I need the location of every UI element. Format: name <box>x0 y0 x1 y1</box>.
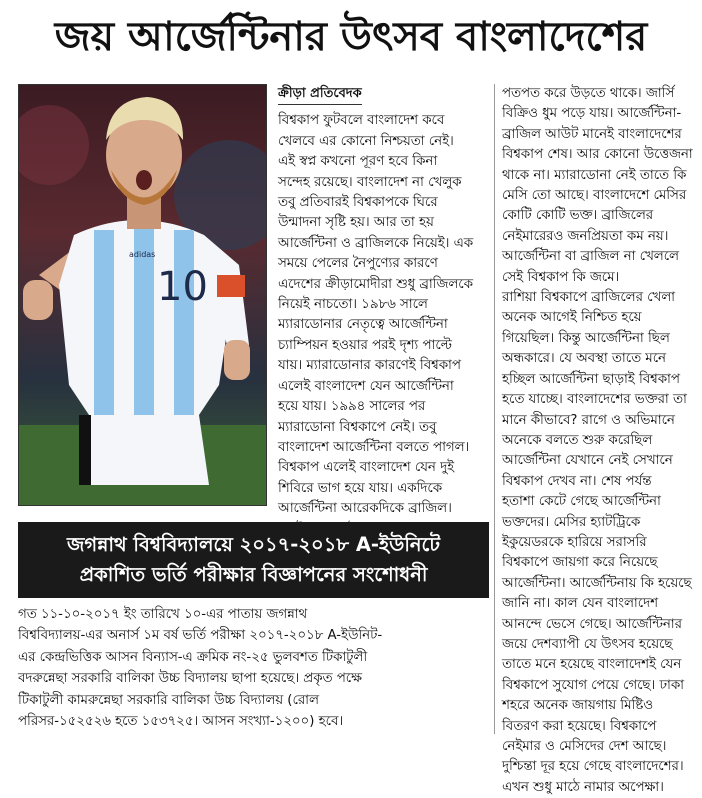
notice-line: টিকাটুলী কামরুন্নেছা সরকারি বালিকা উচ্চ বিদ্যালয় (রোল <box>18 692 319 708</box>
text-line: বিক্রিও ধুম পড়ে যায়। আর্জেন্টিনা- <box>502 106 682 122</box>
text-line: পতপত করে উড়তে থাকে। জার্সি <box>502 86 675 101</box>
text-line: হচ্ছিল আর্জেন্টিনা ছাড়াই বিশ্বকাপ <box>502 371 680 387</box>
text-line: এই স্বপ্ন কখনো পূরণ হবে কিনা <box>278 154 438 170</box>
text-line: অন্ধকারে। যে অবস্থা তাতে মনে <box>502 351 666 367</box>
text-line: জয়ে দেশব্যাপী যে উৎসব হয়েছে <box>502 636 673 652</box>
text-line: চ্যাম্পিয়ন হওয়ার পরই দৃশ্য পাল্টে <box>278 337 452 353</box>
text-line: সেই বিশ্বকাপ কি জমে। <box>502 269 620 285</box>
text-line: আর্জেন্টিনা যেখানে নেই সেখানে <box>502 453 673 469</box>
text-line: থাকে না। ম্যারাডোনা নেই তাতে কি <box>502 167 687 183</box>
text-line: ম্যারাডোনার নেতৃত্বে আর্জেন্টিনা <box>278 317 448 333</box>
notice-title-line-2: প্রকাশিত ভর্তি পরীক্ষার বিজ্ঞাপনের সংশোধনী <box>79 563 428 586</box>
text-line: ব্রাজিল আউট মানেই বাংলাদেশের <box>502 126 682 142</box>
column-1-text <box>278 111 490 540</box>
text-line: এখন শুধু মাঠে নামার অপেক্ষা। <box>502 779 664 795</box>
headline: জয় আর্জেন্টিনার উৎসব বাংলাদেশের <box>54 13 648 60</box>
notice-body <box>18 604 489 732</box>
text-line: কোটি কোটি ভক্ত। ব্রাজিলের <box>502 208 654 224</box>
text-line: রাশিয়া বিশ্বকাপে ব্রাজিলের খেলা <box>502 290 676 306</box>
notice-line: গত ১১-১০-২০১৭ ইং তারিখে ১০-এর পাতায় জগন্নাথ <box>18 607 308 622</box>
article-column-1 <box>278 84 490 540</box>
player-illustration <box>19 85 266 505</box>
text-line: এলেই বাংলাদেশ যেন আর্জেন্টিনা <box>278 378 454 394</box>
text-line: উন্মাদনা সৃষ্টি হয়। আর তা হয় <box>278 215 434 231</box>
text-line: সময়ে পেলের নৈপুণ্যের কারণে <box>278 256 438 272</box>
text-line: আর্জেন্টিনা। আর্জেন্টিনায় কি হয়েছে <box>502 575 692 591</box>
byline: ক্রীড়া প্রতিবেদক <box>278 84 362 105</box>
text-line: মানে কীভাবে? রাগে ও অভিমানে <box>502 412 675 428</box>
text-line: তাতে মনে হয়েছে বাংলাদেশই যেন <box>502 657 682 673</box>
text-line: বিশ্বকাপে সুযোগ পেয়ে গেছে। ঢাকা <box>502 677 684 693</box>
text-line: এদেশের ক্রীড়ামোদীরা শুধু ব্রাজিলকে <box>278 276 473 292</box>
text-line: গিয়েছিল। কিন্তু আর্জেন্টিনা ছিল <box>502 330 670 346</box>
text-line: বিশ্বকাপে জায়গা করে নিয়েছে <box>502 555 658 571</box>
text-line: দুশ্চিন্তা দূর হয়ে গেছে বাংলাদেশের। <box>502 759 684 775</box>
text-line: ভক্তদের। মেসির হ্যাটট্রিকে <box>502 514 641 530</box>
player-photo <box>18 84 267 506</box>
text-line: নেইমারেরও জনপ্রিয়তা কম নয়। <box>502 228 669 244</box>
text-line: অনেকে বলতে শুরু করেছিল <box>502 432 653 448</box>
text-line: ইকুয়েডরকে হারিয়ে সরাসরি <box>502 534 647 550</box>
text-line: বিশ্বকাপ দেখব না। শেষ পর্যন্ত <box>502 473 652 489</box>
text-line: খেলবে এর কোনো নিশ্চয়তা নেই। <box>278 133 454 149</box>
text-line: জানি না। কাল যেন বাংলাদেশ <box>502 596 658 612</box>
text-line: হয়ে যায়। ১৯৯৪ সালের পর <box>278 399 426 415</box>
text-line: হতে যাচ্ছে। বাংলাদেশের ভক্তরা তা <box>502 392 687 408</box>
column-divider <box>494 84 495 734</box>
notice-line: বিশ্ববিদ্যালয়-এর অনার্স ১ম বর্ষ ভর্তি পরীক্ষা ২০১৭-২০১৮ A-ইউনিট- <box>18 628 383 644</box>
text-line: বিশ্বকাপ ফুটবলে বাংলাদেশ কবে <box>278 113 445 129</box>
jersey-number: 10 <box>157 264 208 310</box>
article-column-2 <box>502 84 692 798</box>
text-line: বিশ্বকাপ শেষ। আর কোনো উত্তেজনা <box>502 147 693 163</box>
notice-line: এর কেন্দ্রভিত্তিক আসন বিন্যাস-এ ক্রমিক নং-২৫ ভুলবশত টিকাটুলী <box>18 649 368 665</box>
text-line: ম্যারাডোনা বিশ্বকাপে নেই। তবু <box>278 419 437 435</box>
text-line: নেইমার ও মেসিদের দেশ আছে। <box>502 739 667 754</box>
text-line: যায়। ম্যারাডোনার কারণেই বিশ্বকাপ <box>278 358 461 374</box>
text-line: হতাশা কেটে গেছে আর্জেন্টিনা <box>502 494 661 510</box>
notice-line: পরিসর-১৫২৫২৬ হতে ১৫৩৭২৫। আসন সংখ্যা-১২০০) হবে। <box>18 714 344 730</box>
text-line: তবু প্রতিবারই বিশ্বকাপকে ঘিরে <box>278 195 438 211</box>
text-line: বিতরণ করা হয়েছে। বিশ্বকাপে <box>502 718 657 734</box>
text-line: আর্জেন্টিনা আরেকদিকে ব্রাজিল। <box>278 501 452 517</box>
notice-title-box <box>18 522 489 598</box>
text-line: শিবিরে ভাগ হয়ে যায়। একদিকে <box>278 480 443 496</box>
jersey-badge: adidas <box>129 250 156 259</box>
text-line: বিশ্বকাপ এলেই বাংলাদেশ যেন দুই <box>278 460 455 476</box>
text-line: অনেক আগেই নিশ্চিত হয়ে <box>502 310 642 326</box>
text-line: বাংলাদেশ আর্জেন্টিনা বলতে পাগল। <box>278 439 470 455</box>
text-line: মেসি তো আছে। বাংলাদেশে মেসির <box>502 188 687 204</box>
text-line: আর্জেন্টিনা বা ব্রাজিল না খেললে <box>502 249 679 265</box>
text-line: সন্দেহ রয়েছে। বাংলাদেশ না খেলুক <box>278 174 462 190</box>
text-line: আনন্দে ভেসে গেছে। আর্জেন্টিনার <box>502 616 682 632</box>
text-line: নিয়েই নাচতো। ১৯৮৬ সালে <box>278 297 428 313</box>
text-line: আর্জেন্টিনা ও ব্রাজিলকে নিয়েই। এক <box>278 235 474 251</box>
text-line: শহরে অনেক জায়গায় মিষ্টিও <box>502 698 654 714</box>
notice-title-line-1: জগন্নাথ বিশ্ববিদ্যালয়ে ২০১৭-২০১৮ A-ইউনিটে <box>66 533 441 556</box>
notice-line: বদরুন্নেছা সরকারি বালিকা উচ্চ বিদ্যালয় ছাপা হয়েছে। প্রকৃত পক্ষে <box>18 671 362 687</box>
